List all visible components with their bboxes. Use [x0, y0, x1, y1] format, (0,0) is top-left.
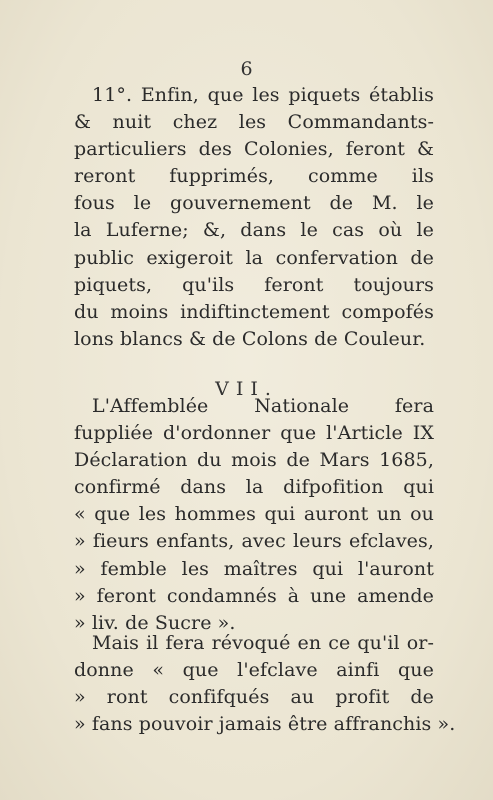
text-line: & nuit chez les Commandants- [74, 111, 434, 134]
text-line: piquets, qu'ils feront toujours [74, 273, 434, 296]
text-line: L'Affemblée Nationale fera [92, 395, 434, 417]
text-line: public exigeroit la confervation de [74, 246, 434, 269]
text-line: « que les hommes qui auront un ou [74, 503, 434, 526]
text-line: » feront condamnés à une amende [74, 584, 434, 607]
text-line: la Luferne; &, dans le cas où le [74, 219, 434, 242]
text-line: fuppliée d'ordonner que l'Article IX [74, 422, 434, 445]
text-line: » fieurs enfants, avec leurs efclaves, [74, 530, 434, 553]
text-line: Mais il fera révoqué en ce qu'il or- [92, 632, 434, 654]
text-line: donne « que l'efclave ainfi que [74, 659, 434, 682]
text-line: particuliers des Colonies, feront & [74, 138, 434, 161]
text-line: » ront confifqués au profit de [74, 686, 434, 709]
text-line: 11°. Enfin, que les piquets établis [92, 84, 434, 106]
text-line: confirmé dans la difpofition qui [74, 476, 434, 499]
paragraph-revocation [74, 630, 456, 738]
paragraph-article-vii [74, 393, 434, 637]
text-line: lons blancs & de Colons de Couleur. [74, 327, 426, 350]
text-line: Déclaration du mois de Mars 1685, [74, 449, 434, 472]
section-heading: VII. [215, 378, 278, 400]
paragraph-article-11 [74, 82, 434, 353]
text-line: » liv. de Sucre ». [74, 611, 236, 634]
text-line: reront fupprimés, comme ils [74, 165, 434, 188]
page-number: 6 [240, 58, 253, 80]
text-line: » femble les maîtres qui l'auront [74, 557, 434, 580]
text-line: » fans pouvoir jamais être affranchis ». [74, 713, 456, 736]
text-line: du moins indiftinctement compofés [74, 300, 434, 323]
text-line: fous le gouvernement de M. le [74, 192, 434, 215]
